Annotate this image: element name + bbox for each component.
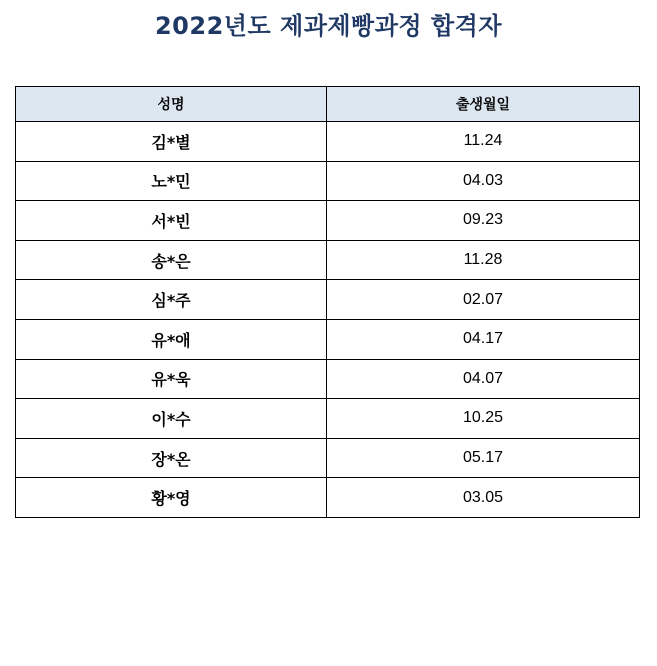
birthdate-cell: 11.24 [327, 122, 640, 162]
birthdate-cell: 05.17 [327, 438, 640, 478]
name-cell: 황*영 [16, 478, 327, 518]
table-row [16, 161, 640, 201]
birthdate-cell: 09.23 [327, 201, 640, 241]
table-row [16, 359, 640, 399]
table-row [16, 240, 640, 280]
table-row [16, 399, 640, 439]
table-header-row [16, 87, 640, 122]
header-name: 성명 [16, 87, 327, 122]
table-row [16, 201, 640, 241]
table-row [16, 319, 640, 359]
name-cell: 송*은 [16, 240, 327, 280]
name-cell: 노*민 [16, 161, 327, 201]
page-title: 2022년도 제과제빵과정 합격자 [154, 12, 503, 40]
birthdate-cell: 03.05 [327, 478, 640, 518]
table-row [16, 438, 640, 478]
birthdate-cell: 04.03 [327, 161, 640, 201]
name-cell: 이*수 [16, 399, 327, 439]
birthdate-cell: 04.17 [327, 319, 640, 359]
table-row [16, 478, 640, 518]
name-cell: 유*애 [16, 319, 327, 359]
name-cell: 장*온 [16, 438, 327, 478]
birthdate-cell: 02.07 [327, 280, 640, 320]
name-cell: 심*주 [16, 280, 327, 320]
birthdate-cell: 10.25 [327, 399, 640, 439]
name-cell: 유*욱 [16, 359, 327, 399]
table-row [16, 280, 640, 320]
name-cell: 김*별 [16, 122, 327, 162]
name-cell: 서*빈 [16, 201, 327, 241]
birthdate-cell: 04.07 [327, 359, 640, 399]
birthdate-cell: 11.28 [327, 240, 640, 280]
table-row [16, 122, 640, 162]
header-birthdate: 출생월일 [327, 87, 640, 122]
results-table [15, 86, 640, 518]
